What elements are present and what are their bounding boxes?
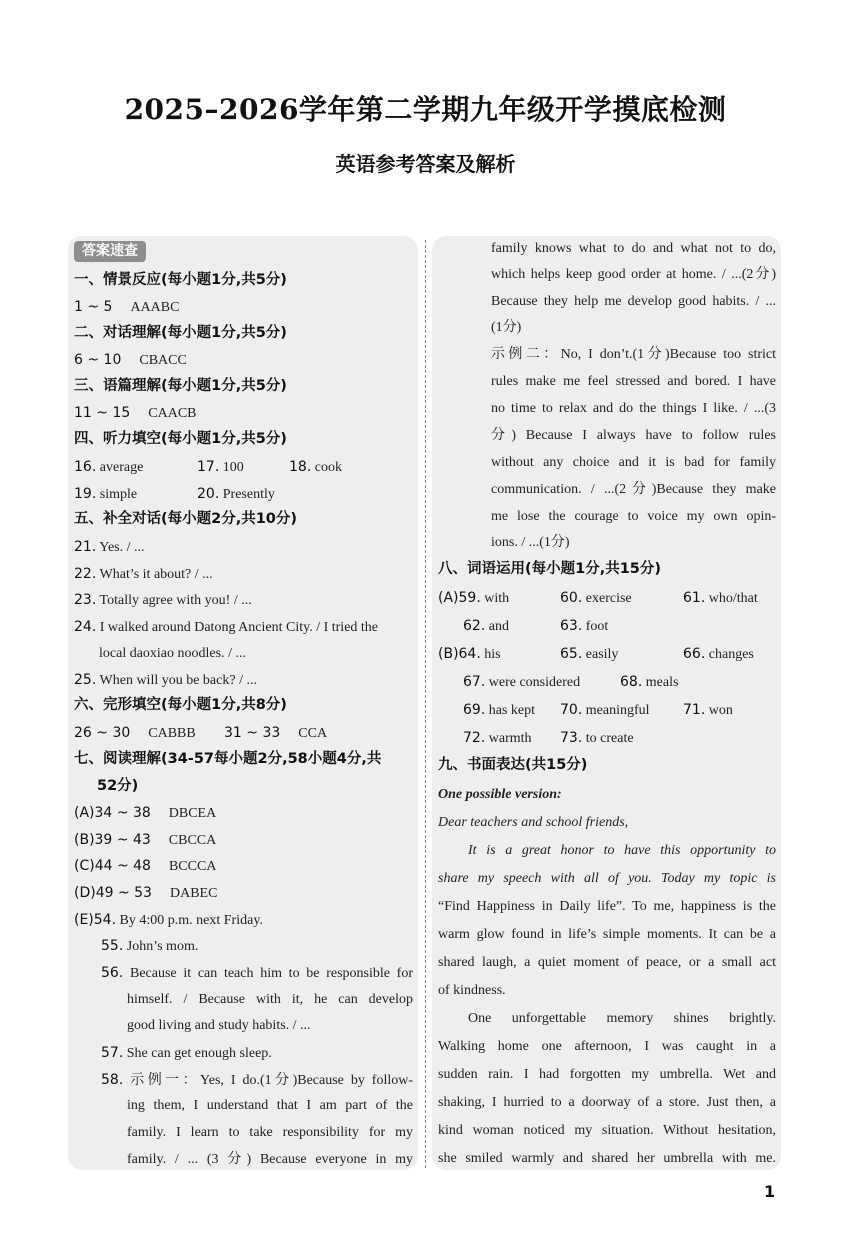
answer-range: 26 ~ 30 <box>74 725 131 741</box>
answer-item <box>683 589 758 608</box>
answer-value: CABBB <box>148 726 196 741</box>
answer-continued-line: ions. / ...(1分) <box>491 535 570 550</box>
item-answer: Totally agree with you! / ... <box>99 593 252 608</box>
answer-continued-line: which helps keep good order at home. / ...(2分) <box>491 267 776 282</box>
answer-value: CAACB <box>148 406 197 421</box>
answer-item <box>101 1071 413 1090</box>
essay-label: One possible version: <box>438 787 562 802</box>
page-number: 1 <box>764 1182 776 1201</box>
essay-line: kind woman noticed my situation. Without hesitation, <box>438 1123 776 1138</box>
essay-greeting: Dear teachers and school friends, <box>438 815 629 830</box>
item-number: 56. <box>101 965 124 981</box>
answer-item <box>560 701 650 720</box>
answer-continued-line: no time to relax and do the things I like. / ...(3 <box>491 401 776 416</box>
item-answer: easily <box>585 647 619 662</box>
answer-item <box>438 589 509 608</box>
answer-item <box>683 645 754 664</box>
answer-item <box>101 1044 272 1063</box>
answer-group <box>74 857 216 876</box>
page-subtitle: 英语参考答案及解析 <box>335 152 516 176</box>
item-number: 67. <box>463 674 486 690</box>
item-answer: warmth <box>488 731 532 746</box>
item-answer: meaningful <box>585 703 650 718</box>
item-number: 25. <box>74 672 97 688</box>
item-answer: meals <box>645 675 679 690</box>
item-answer: who/that <box>708 591 758 606</box>
section-3-answers <box>74 404 197 423</box>
item-number: 23. <box>74 592 97 608</box>
answer-value: AAABC <box>130 300 180 315</box>
item-number: 22. <box>74 566 97 582</box>
item-answer: She can get enough sleep. <box>126 1046 272 1061</box>
item-number: 65. <box>560 646 583 662</box>
item-answer: I walked around Datong Ancient City. / I tried the <box>99 620 379 635</box>
item-answer: John’s mom. <box>126 939 199 954</box>
item-answer: were considered <box>488 675 581 690</box>
answer-value: CBACC <box>139 353 187 368</box>
item-answer: won <box>708 703 733 718</box>
answer-item <box>74 565 213 584</box>
group-answer: CBCCA <box>168 833 217 848</box>
item-answer: and <box>488 619 509 634</box>
section-5-title: 五、补全对话(每小题2分,共10分) <box>74 511 298 527</box>
item-answer: changes <box>708 647 754 662</box>
answer-continued-line: 分) Because I always have to follow rules <box>491 428 776 443</box>
item-number: 71. <box>683 702 706 718</box>
item-number: 21. <box>74 539 97 555</box>
group-number: (B)39 ~ 43 <box>74 832 151 848</box>
essay-line: Walking home one afternoon, I was caught in a <box>438 1039 776 1054</box>
answer-item <box>74 618 378 637</box>
answer-item <box>620 673 678 692</box>
item-answer: his <box>484 647 501 662</box>
section-4-title: 四、听力填空(每小题1分,共5分) <box>74 431 287 447</box>
essay-line <box>438 870 776 888</box>
item-number: 20. <box>197 486 220 502</box>
essay-line: “Find Happiness in Daily life”. To me, happiness is the <box>438 899 776 914</box>
section-6-title: 六、完形填空(每小题1分,共8分) <box>74 697 287 713</box>
item-number: 19. <box>74 486 97 502</box>
item-number: 57. <box>101 1045 124 1061</box>
answer-item <box>197 458 244 477</box>
answer-continued-line: family knows what to do and what not to do, <box>491 241 776 256</box>
answer-item <box>463 673 580 692</box>
answer-item <box>101 937 198 956</box>
answer-item <box>463 617 509 636</box>
item-answer: cook <box>314 460 342 475</box>
group-number: (A)34 ~ 38 <box>74 805 151 821</box>
answer-item-continued: good living and study habits. / ... <box>127 1018 311 1033</box>
answer-item-continued: himself. / Because with it, he can develop <box>127 992 413 1007</box>
answer-group <box>74 804 216 823</box>
item-number: 69. <box>463 702 486 718</box>
answer-item <box>560 729 634 748</box>
answer-continued-line: Because they help me develop good habits. / ... <box>491 294 776 309</box>
column-divider <box>425 240 426 1168</box>
essay-line-text: share my speech with all of you. Today my topic is <box>438 871 776 886</box>
section-7-title-continued: 52分) <box>97 778 139 794</box>
essay-line: of kindness. <box>438 983 506 998</box>
answer-continued-line: (1分) <box>491 320 522 335</box>
group-answer: BCCCA <box>168 859 217 874</box>
answer-item <box>683 701 733 720</box>
item-number: 66. <box>683 646 706 662</box>
group-answer: DBCEA <box>168 806 217 821</box>
item-answer: exercise <box>585 591 632 606</box>
item-answer: 示例一：Yes, I do.(1分)Because by follow- <box>130 1073 414 1088</box>
answer-item <box>463 729 532 748</box>
item-answer: average <box>99 460 144 475</box>
item-number: 16. <box>74 459 97 475</box>
essay-line: One unforgettable memory shines brightly. <box>468 1011 776 1026</box>
answer-continued-line: 示例二：No, I don’t.(1分)Because too strict <box>491 347 776 362</box>
answer-item <box>438 645 501 664</box>
item-number: (A)59. <box>438 590 481 606</box>
answer-range: 1 ~ 5 <box>74 299 113 315</box>
item-answer: What’s it about? / ... <box>99 567 213 582</box>
item-answer: 100 <box>222 460 244 475</box>
group-number: (D)49 ~ 53 <box>74 885 152 901</box>
answer-range: 31 ~ 33 <box>224 725 281 741</box>
answer-item <box>289 458 342 477</box>
section-8-title: 八、词语运用(每小题1分,共15分) <box>438 561 662 577</box>
section-7-title: 七、阅读理解(34-57每小题2分,58小题4分,共 <box>74 751 382 767</box>
answer-range: 6 ~ 10 <box>74 352 122 368</box>
item-answer: simple <box>99 487 138 502</box>
answer-item <box>197 485 275 504</box>
section-2-answers <box>74 351 187 370</box>
essay-line: sudden rain. I had forgotten my umbrella. Wet and <box>438 1067 776 1082</box>
item-answer: When will you be back? / ... <box>99 673 257 688</box>
item-answer: to create <box>585 731 634 746</box>
item-number: 70. <box>560 702 583 718</box>
section-1-answers <box>74 298 179 317</box>
answer-range: 11 ~ 15 <box>74 405 131 421</box>
answer-group <box>74 884 217 903</box>
answer-continued-line: rules make me feel stressed and bored. I have <box>491 374 776 389</box>
section-3-title: 三、语篇理解(每小题1分,共5分) <box>74 378 287 394</box>
item-number: 58. <box>101 1072 124 1088</box>
section-9-title: 九、书面表达(共15分) <box>438 757 588 773</box>
item-number: 73. <box>560 730 583 746</box>
answer-item <box>463 701 535 720</box>
essay-line: shared laugh, a quiet moment of peace, or a small act <box>438 955 776 970</box>
item-number: 17. <box>197 459 220 475</box>
answer-item-continued: family. / ... (3 分) Because everyone in my <box>127 1152 413 1167</box>
answer-item <box>74 911 263 930</box>
item-number: 62. <box>463 618 486 634</box>
answer-item <box>74 538 145 557</box>
item-number: 55. <box>101 938 124 954</box>
item-number: 68. <box>620 674 643 690</box>
answer-item <box>74 458 143 477</box>
page-title: 2025–2026学年第二学期九年级开学摸底检测 <box>124 93 727 126</box>
answer-item <box>74 671 257 690</box>
item-answer: Because it can teach him to be responsible for <box>129 966 414 981</box>
section-1-title: 一、情景反应(每小题1分,共5分) <box>74 272 287 288</box>
answer-item-continued: local daoxiao noodles. / ... <box>99 646 246 661</box>
answer-item <box>74 591 252 610</box>
group-answer: DABEC <box>169 886 218 901</box>
answer-item <box>560 645 618 664</box>
answer-item <box>101 964 413 983</box>
item-number: 72. <box>463 730 486 746</box>
essay-line: warm glow found in life’s simple moments. It can be a <box>438 927 776 942</box>
group-number: (C)44 ~ 48 <box>74 858 151 874</box>
item-number: 24. <box>74 619 97 635</box>
item-number: 63. <box>560 618 583 634</box>
item-number: 18. <box>289 459 312 475</box>
section-2-title: 二、对话理解(每小题1分,共5分) <box>74 325 287 341</box>
answer-item-continued: ing them, I understand that I am part of the <box>127 1098 413 1113</box>
answer-item-continued: family. I learn to take responsibility for my <box>127 1125 413 1140</box>
essay-line: shaking, I hurried to a doorway of a store. Just then, a <box>438 1095 776 1110</box>
essay-line: It is a great honor to have this opportunity to <box>468 843 776 858</box>
item-number: 61. <box>683 590 706 606</box>
item-answer: Yes. / ... <box>99 540 145 555</box>
answer-continued-line: without any choice and it is bad for family <box>491 455 776 470</box>
item-answer: By 4:00 p.m. next Friday. <box>119 913 263 928</box>
section-6-answers <box>224 724 327 743</box>
section-6-answers <box>74 724 196 743</box>
item-answer: foot <box>585 619 609 634</box>
answer-group <box>74 831 216 850</box>
essay-line: she smiled warmly and shared her umbrella with me. <box>438 1151 776 1166</box>
answer-continued-line: me lose the courage to voice my own opin- <box>491 509 776 524</box>
item-answer: with <box>484 591 510 606</box>
item-number: (B)64. <box>438 646 481 662</box>
item-answer: Presently <box>222 487 275 502</box>
answer-item <box>560 589 632 608</box>
answer-quick-check-badge: 答案速查 <box>74 241 146 262</box>
item-number: 60. <box>560 590 583 606</box>
answer-item <box>560 617 608 636</box>
item-number: (E)54. <box>74 912 117 928</box>
answer-item <box>74 485 137 504</box>
answer-value: CCA <box>298 726 328 741</box>
item-answer: has kept <box>488 703 536 718</box>
answer-continued-line: communication. / ...(2分)Because they make <box>491 482 776 497</box>
